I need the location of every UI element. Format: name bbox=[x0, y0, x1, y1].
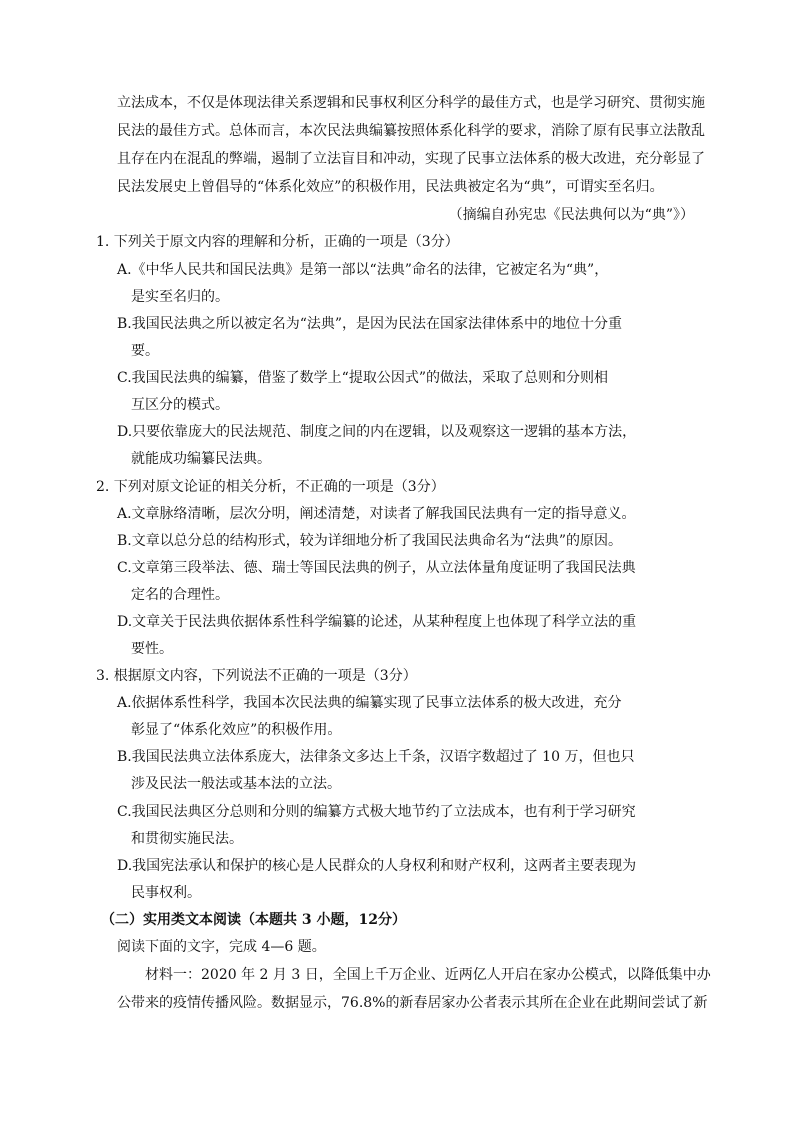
q2-option-d-cont: 要性。 bbox=[131, 641, 173, 657]
q1-option-c-cont: 互区分的模式。 bbox=[131, 397, 229, 413]
q2-option-d: D.文章关于民法典依据体系性科学编纂的论述，从某种程度上也体现了科学立法的重 bbox=[117, 614, 637, 630]
passage-line: 立法成本，不仅是体现法律关系逻辑和民事权利区分科学的最佳方式，也是学习研究、贯彻实施 bbox=[117, 95, 705, 111]
q1-option-c: C.我国民法典的编纂，借鉴了数学上“提取公因式”的做法，采取了总则和分则相 bbox=[117, 370, 608, 386]
q3-option-d: D.我国宪法承认和保护的核心是人民群众的人身权利和财产权利，这两者主要表现为 bbox=[117, 858, 637, 874]
q1-option-d-cont: 就能成功编纂民法典。 bbox=[131, 451, 271, 467]
q1-option-d: D.只要依靠庞大的民法规范、制度之间的内在逻辑，以及观察这一逻辑的基本方法， bbox=[117, 424, 637, 440]
q3-option-a: A.依据体系性科学，我国本次民法典的编纂实现了民事立法体系的极大改进，充分 bbox=[117, 695, 622, 711]
passage-line: 民法的最佳方式。总体而言，本次民法典编纂按照体系化科学的要求，消除了原有民事立法散乱 bbox=[117, 123, 705, 139]
q3-option-a-cont: 彰显了“体系化效应”的积极作用。 bbox=[131, 722, 342, 738]
q1-option-a-cont: 是实至名归的。 bbox=[131, 289, 229, 305]
material-line: 公带来的疫情传播风险。数据显示，76.8%的新春居家办公者表示其所在企业在此期间尝试了新 bbox=[117, 995, 708, 1011]
q2-option-c: C.文章第三段举法、德、瑞士等国民法典的例子，从立法体量角度证明了我国民法典 bbox=[117, 560, 636, 576]
q2-option-a: A.文章脉络清晰，层次分明，阐述清楚，对读者了解我国民法典有一定的指导意义。 bbox=[117, 506, 636, 522]
passage-source: （摘编自孙宪忠《民法典何以为“典”》） bbox=[448, 207, 694, 223]
q1-option-b-cont: 要。 bbox=[131, 343, 159, 359]
section-heading: （二）实用类文本阅读（本题共 3 小题，12分） bbox=[101, 912, 406, 928]
q1-option-b: B.我国民法典之所以被定名为“法典”，是因为民法在国家法律体系中的地位十分重 bbox=[117, 316, 623, 332]
q3-option-b-cont: 涉及民法一般法或基本法的立法。 bbox=[131, 776, 341, 792]
q3-option-d-cont: 民事权利。 bbox=[131, 885, 201, 901]
q3-option-c-cont: 和贯彻实施民法。 bbox=[131, 831, 243, 847]
q2-option-c-cont: 定名的合理性。 bbox=[131, 587, 229, 603]
passage-line: 民法发展史上曾倡导的“体系化效应”的积极作用，民法典被定名为“典”，可谓实至名归。 bbox=[117, 179, 664, 195]
q2-option-b: B.文章以总分总的结构形式，较为详细地分析了我国民法典命名为“法典”的原因。 bbox=[117, 533, 623, 549]
q3-option-c: C.我国民法典区分总则和分则的编纂方式极大地节约了立法成本，也有利于学习研究 bbox=[117, 804, 636, 820]
passage-line: 且存在内在混乱的弊端，遏制了立法盲目和冲动，实现了民事立法体系的极大改进，充分彰显了 bbox=[117, 151, 705, 167]
material-line: 材料一：2020 年 2 月 3 日，全国上千万企业、近两亿人开启在家办公模式，以降低集中办 bbox=[145, 967, 711, 983]
q1-option-a: A.《中华人民共和国民法典》是第一部以“法典”命名的法律，它被定名为“典”， bbox=[117, 262, 609, 278]
section-instruction: 阅读下面的文字，完成 4—6 题。 bbox=[117, 939, 326, 955]
q3-option-b: B.我国民法典立法体系庞大，法律条文多达上千条，汉语字数超过了 10 万，但也只 bbox=[117, 749, 635, 765]
question-1-stem: 1. 下列关于原文内容的理解和分析，正确的一项是（3分） bbox=[96, 234, 459, 250]
question-2-stem: 2. 下列对原文论证的相关分析，不正确的一项是（3分） bbox=[96, 479, 445, 495]
question-3-stem: 3. 根据原文内容，下列说法不正确的一项是（3分） bbox=[96, 668, 417, 684]
